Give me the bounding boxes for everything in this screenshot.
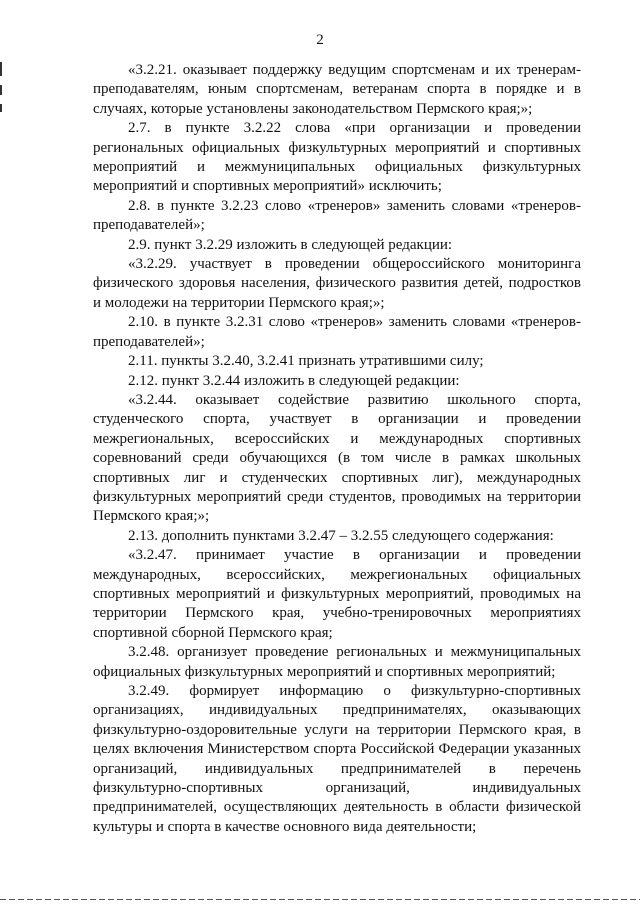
paragraph: 2.12. пункт 3.2.44 изложить в следующей редакции: — [128, 372, 460, 389]
paragraph: «3.2.29. участвует в проведении общероссийского мониторинга физического здоровья населения, физического развития детей, подростков и молодежи на территории Пермского края;»; — [93, 256, 581, 311]
paragraph: «3.2.44. оказывает содействие развитию школьного спорта, студенческого спорта, участвует в организации и проведении межрегиональных, всероссийских и международных спортивных соревнований среди обучающихся (в том числе в рамках школьных спортивных лиг и студенческих спортивных лиг), международных физкультурных мероприятий среди студентов, проводимых на территории Пермского края;»; — [93, 391, 581, 525]
scan-edge-mark — [0, 62, 2, 76]
paragraph: 2.8. в пункте 3.2.23 слово «тренеров» заменить словами «тренеров-преподавателей»; — [93, 197, 581, 234]
document-body — [93, 61, 581, 837]
paragraph: «3.2.21. оказывает поддержку ведущим спортсменам и их тренерам-преподавателям, юным спортсменам, ветеранам спорта в порядке и в случаях, которые установлены законодательством Пермского края;»; — [93, 62, 581, 117]
scan-edge-mark — [0, 104, 2, 112]
paragraph: 2.11. пункты 3.2.40, 3.2.41 признать утратившими силу; — [128, 353, 484, 370]
paragraph: 2.13. дополнить пунктами 3.2.47 – 3.2.55 следующего содержания: — [128, 527, 554, 544]
paragraph: 3.2.48. организует проведение региональных и межмуниципальных официальных физкультурных мероприятий и спортивных мероприятий; — [93, 644, 581, 680]
paragraph: 3.2.49. формирует информацию о физкультурно-спортивных организациях, индивидуальных предпринимателях, оказывающих физкультурно-оздоровительные услуги на территории Пермского края, в целях включения Министерством спорта Российской Федерации указанных организаций, индивидуальных предпринимателей в перечень физкультурно-спортивных организаций, индивидуальных предпринимателей, осуществляющих деятельность в области физической культуры и спорта в качестве основного вида деятельности; — [93, 683, 581, 835]
paragraph: «3.2.47. принимает участие в организации и проведении международных, всероссийских, межрегиональных официальных спортивных мероприятий и физкультурных мероприятий, проводимых на территории Пермского края, учебно-тренировочных мероприятиях спортивной сборной Пермского края; — [93, 547, 581, 641]
scan-edge-mark — [0, 85, 2, 95]
page-number: 2 — [316, 32, 324, 48]
paragraph: 2.10. в пункте 3.2.31 слово «тренеров» заменить словами «тренеров-преподавателей»; — [93, 314, 581, 350]
paragraph: 2.7. в пункте 3.2.22 слова «при организации и проведении региональных официальных физкультурных мероприятий и спортивных мероприятий и межмуниципальных официальных физкультурных мероприятий и спортивных мероприятий» исключить; — [93, 120, 581, 195]
scan-bottom-edge — [0, 899, 640, 900]
paragraph: 2.9. пункт 3.2.29 изложить в следующей редакции: — [128, 236, 453, 253]
